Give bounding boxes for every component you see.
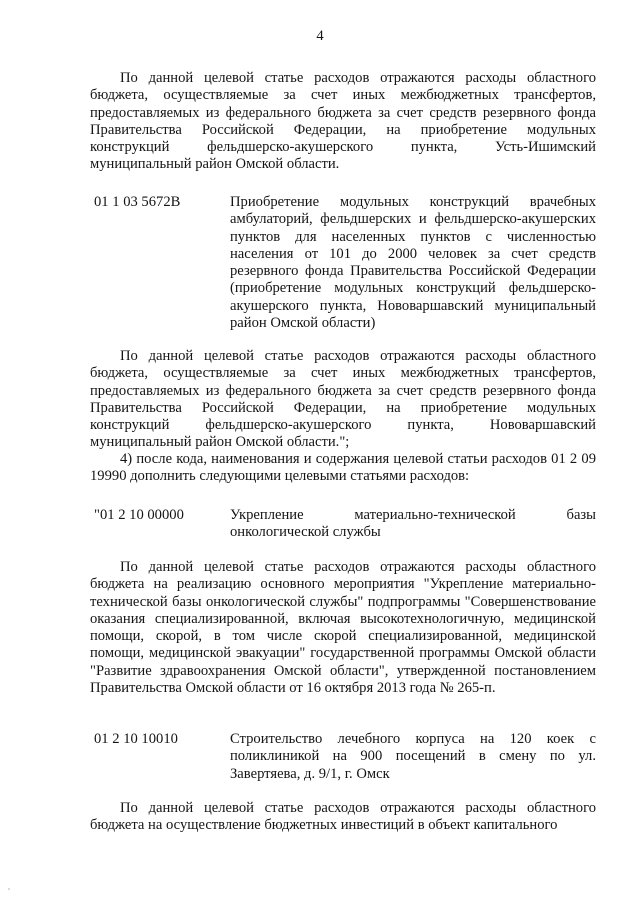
entry-code-5672v: 01 1 03 5672В (94, 194, 181, 210)
scan-artifact (8, 888, 10, 890)
entry-code-01210-10010: 01 2 10 10010 (94, 731, 178, 747)
entry-text-01210-10010: Строительство лечебного корпуса на 120 коек с поликлиникой на 900 посещений в смену по ул. Завертяева, д. 9/1, г. Омск (230, 731, 596, 782)
paragraph-amendment-4: 4) после кода, наименования и содержания целевой статьи расходов 01 2 09 19990 дополнить следующими целевыми статьями расходов: (90, 451, 596, 485)
entry-code-01210: "01 2 10 00000 (94, 507, 184, 523)
entry-text-01210: Укрепление материально-технической базы онкологической службы (230, 507, 596, 541)
entry-text-5672v: Приобретение модульных конструкций врачебных амбулаторий, фельдшерских и фельдшерско-акушерских пунктов для населенных пунктов с численностью населения от 101 до 2000 человек за счет средств резервного фонда Правительства Российской Федерации (приобретение модульных конструкций фельдшерско-акушерского пункта, Нововаршавский муниципальный район Омской области) (230, 194, 596, 332)
paragraph-investment: По данной целевой статье расходов отражаются расходы областного бюджета на осуществление бюджетных инвестиций в объект капитального (90, 800, 596, 834)
page-number: 4 (316, 28, 324, 44)
paragraph-ust-ishim: По данной целевой статье расходов отражаются расходы областного бюджета, осуществляемые за счет иных межбюджетных трансфертов, предоставляемых из федерального бюджета за счет средств резервного фонда Правительства Российской Федерации, на приобретение модульных конструкций фельдшерско-акушерского пункта, Усть-Ишимский муниципальный район Омской области. (90, 70, 596, 173)
paragraph-oncology: По данной целевой статье расходов отражаются расходы областного бюджета на реализацию основного мероприятия "Укрепление материально-технической базы онкологической службы" подпрограммы "Совершенствование оказания специализированной, включая высокотехнологичную, медицинской помощи, скорой, в том числе скорой специализированной, медицинской помощи, медицинской эвакуации" государственной программы Омской области "Развитие здравоохранения Омской области", утвержденной постановлением Правительства Омской области от 16 октября 2013 года № 265-п. (90, 559, 596, 697)
paragraph-novovarshavsky: По данной целевой статье расходов отражаются расходы областного бюджета, осуществляемые за счет иных межбюджетных трансфертов, предоставляемых из федерального бюджета за счет средств резервного фонда Правительства Российской Федерации, на приобретение модульных конструкций фельдшерско-акушерского пункта, Нововаршавский муниципальный район Омской области."; (90, 348, 596, 451)
